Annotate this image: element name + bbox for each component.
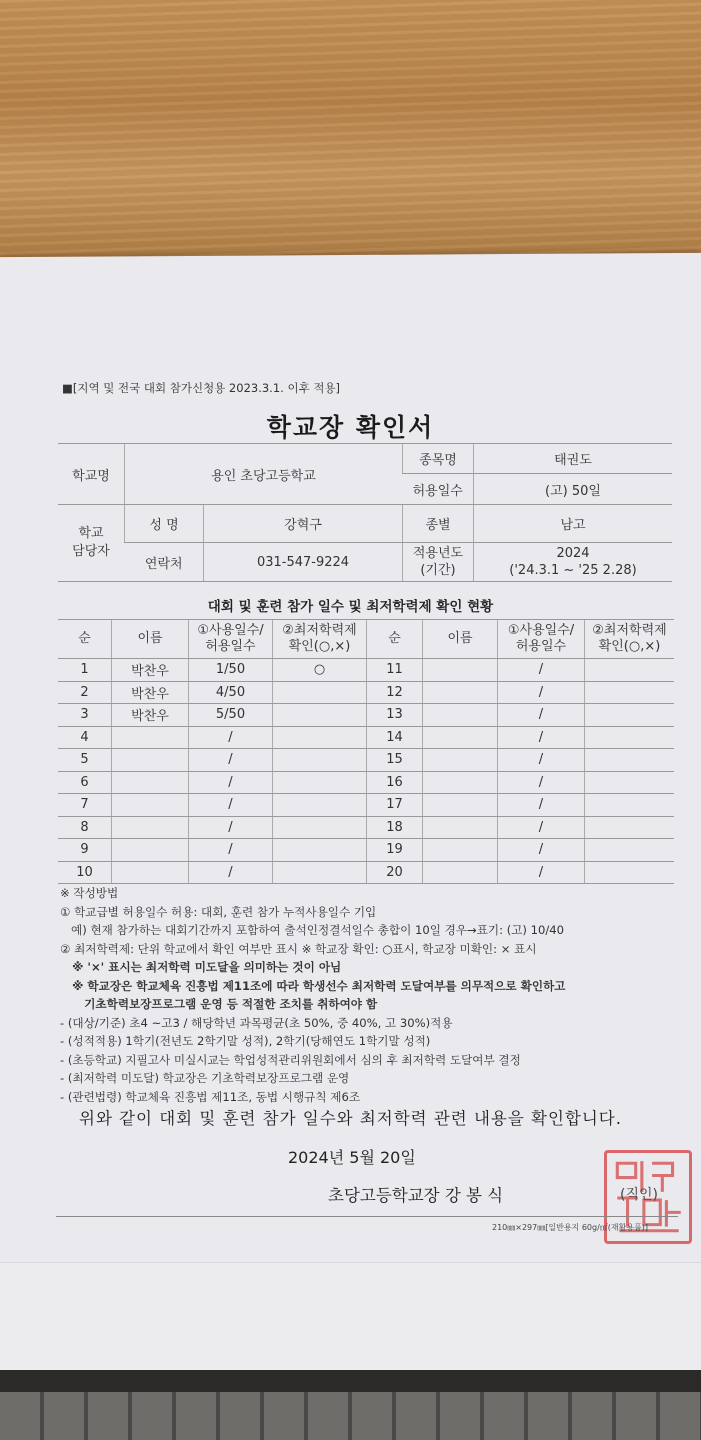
row-days: / xyxy=(498,771,585,794)
year-label xyxy=(403,543,474,582)
col-no-right: 순 xyxy=(367,620,423,659)
row-name: 박찬우 xyxy=(112,681,189,704)
row-name: 박찬우 xyxy=(112,704,189,727)
row-no: 1 xyxy=(58,659,112,682)
row-no: 8 xyxy=(58,816,112,839)
row-name xyxy=(423,659,498,682)
note-line: - (최저학력 미도달) 학교장은 기초학력보장프로그램 운영 xyxy=(60,1071,350,1085)
row-no: 5 xyxy=(58,749,112,772)
row-days: / xyxy=(498,681,585,704)
row-days: / xyxy=(498,816,585,839)
row-no: 18 xyxy=(367,816,423,839)
note-line: ※ '×' 표시는 최저학력 미도달을 의미하는 것이 아님 xyxy=(60,960,342,974)
row-name xyxy=(423,771,498,794)
row-check xyxy=(585,861,675,884)
col-name-right: 이름 xyxy=(423,620,498,659)
seal-label: (직인) xyxy=(620,1187,658,1203)
col-check-line2: 확인(○,×) xyxy=(288,639,351,654)
row-check xyxy=(273,681,367,704)
row-name xyxy=(423,816,498,839)
table-body xyxy=(58,659,674,884)
school-label: 학교명 xyxy=(58,444,125,505)
col-check-right-line2: 확인(○,×) xyxy=(598,639,661,654)
row-no: 16 xyxy=(367,771,423,794)
table-row xyxy=(58,771,674,794)
note-line: - (성적적용) 1학기(전년도 2학기말 성적), 2학기(당해연도 1학기말 성적) xyxy=(60,1034,431,1048)
document-title: 학교장 확인서 xyxy=(266,413,435,442)
row-check xyxy=(273,771,367,794)
row-no: 7 xyxy=(58,794,112,817)
name-value: 강혁구 xyxy=(204,505,403,543)
col-no: 순 xyxy=(58,620,112,659)
row-no: 9 xyxy=(58,839,112,862)
row-name xyxy=(112,771,189,794)
row-name xyxy=(423,861,498,884)
row-name xyxy=(423,704,498,727)
row-check xyxy=(585,749,675,772)
row-no: 15 xyxy=(367,749,423,772)
row-days: / xyxy=(189,794,273,817)
table-row xyxy=(58,794,674,817)
year-label-line2: (기간) xyxy=(420,563,456,578)
row-days: / xyxy=(498,839,585,862)
row-check xyxy=(273,704,367,727)
row-name xyxy=(423,839,498,862)
contact-value: 031-547-9224 xyxy=(204,543,403,582)
table-row xyxy=(58,681,674,704)
note-line: 예) 현재 참가하는 대회기간까지 포함하여 출석인정결석일수 총합이 10일 경우→표기: (고) 10/40 xyxy=(60,923,565,937)
row-check xyxy=(273,816,367,839)
row-no: 17 xyxy=(367,794,423,817)
row-check xyxy=(273,839,367,862)
table-row xyxy=(58,704,674,727)
row-check xyxy=(585,704,675,727)
col-name: 이름 xyxy=(112,620,189,659)
row-check: ○ xyxy=(273,659,367,682)
row-days: / xyxy=(498,704,585,727)
year-label-line1: 적용년도 xyxy=(412,546,464,561)
row-name xyxy=(112,816,189,839)
row-days: / xyxy=(189,861,273,884)
gender-value: 남고 xyxy=(474,505,673,543)
allowed-label: 허용일수 xyxy=(403,474,474,505)
row-no: 4 xyxy=(58,726,112,749)
row-name xyxy=(112,839,189,862)
notes xyxy=(60,884,680,1106)
confirm-text: 위와 같이 대회 및 훈련 참가 일수와 최저학력 관련 내용을 확인합니다. xyxy=(79,1109,622,1128)
row-check xyxy=(585,816,675,839)
row-no: 19 xyxy=(367,839,423,862)
row-check xyxy=(273,726,367,749)
note-line: ② 최저학력제: 단위 학교에서 확인 여부만 표시 ※ 학교장 확인: ○표시, 학교장 미확인: × 표시 xyxy=(60,941,537,956)
event-value: 태권도 xyxy=(474,444,673,474)
row-days: / xyxy=(498,659,585,682)
row-days: / xyxy=(189,816,273,839)
row-days: / xyxy=(189,749,273,772)
col-used-right-line1: ①사용일수/ xyxy=(507,623,575,638)
participation-table xyxy=(58,619,674,884)
col-check-right xyxy=(585,620,675,659)
row-check xyxy=(273,794,367,817)
note-line: ※ 학교장은 학교체육 진흥법 제11조에 따라 학생선수 최저학력 도달여부를 의무적으로 확인하고 xyxy=(60,978,566,993)
bottom-rule xyxy=(56,1216,678,1217)
header-note: ■[지역 및 전국 대회 참가신청용 2023.3.1. 이후 적용] xyxy=(62,381,341,395)
year-value-line2: ('24.3.1 ~ '25 2.28) xyxy=(509,563,637,578)
row-days: / xyxy=(189,839,273,862)
row-name xyxy=(423,749,498,772)
row-name xyxy=(112,726,189,749)
name-label: 성 명 xyxy=(125,505,204,543)
col-used-line1: ①사용일수/ xyxy=(197,623,264,638)
row-name xyxy=(423,726,498,749)
row-days: / xyxy=(498,794,585,817)
note-line: - (초등학교) 지필고사 미실시교는 학업성적관리위원회에서 심의 후 최저학력 도달여부 결정 xyxy=(60,1052,521,1067)
row-days: / xyxy=(189,771,273,794)
note-line: - (관련법령) 학교체육 진흥법 제11조, 동법 시행규칙 제6조 xyxy=(60,1089,361,1104)
row-days: 1/50 xyxy=(189,659,273,682)
row-days: 5/50 xyxy=(189,704,273,727)
table-row xyxy=(58,861,674,884)
row-no: 14 xyxy=(367,726,423,749)
event-label: 종목명 xyxy=(403,444,474,474)
row-no: 20 xyxy=(367,861,423,884)
row-name xyxy=(112,861,189,884)
manager-label: 학교 담당자 xyxy=(58,505,125,582)
row-days: / xyxy=(498,749,585,772)
table-row xyxy=(58,659,674,682)
table-row xyxy=(58,726,674,749)
row-name: 박찬우 xyxy=(112,659,189,682)
row-no: 11 xyxy=(367,659,423,682)
year-value xyxy=(474,543,673,582)
row-no: 10 xyxy=(58,861,112,884)
contact-label: 연락처 xyxy=(125,543,204,582)
col-check-line1: ②최저학력제 xyxy=(282,623,357,638)
row-check xyxy=(273,861,367,884)
row-no: 2 xyxy=(58,681,112,704)
row-days: / xyxy=(189,726,273,749)
row-name xyxy=(112,794,189,817)
col-used-right-line2: 허용일수 xyxy=(515,639,567,654)
gender-label: 종별 xyxy=(403,505,474,543)
row-no: 3 xyxy=(58,704,112,727)
row-days: 4/50 xyxy=(189,681,273,704)
table-row xyxy=(58,749,674,772)
row-check xyxy=(585,681,675,704)
col-used-right xyxy=(498,620,585,659)
table-row xyxy=(58,839,674,862)
note-line: ① 학교급별 허용일수 허용: 대회, 훈련 참가 누적사용일수 기입 xyxy=(60,904,377,919)
row-days: / xyxy=(498,726,585,749)
row-name xyxy=(423,794,498,817)
row-check xyxy=(585,771,675,794)
row-no: 13 xyxy=(367,704,423,727)
row-no: 12 xyxy=(367,681,423,704)
paper-size-note: 210㎜×297㎜[일반용지 60g/㎡(재활용품)] xyxy=(492,1223,649,1232)
row-name xyxy=(112,749,189,772)
note-line: 기초학력보장프로그램 운영 등 적절한 조치를 취하여야 함 xyxy=(60,997,378,1011)
col-used xyxy=(189,620,273,659)
col-check-right-line1: ②최저학력제 xyxy=(592,623,667,638)
row-check xyxy=(585,659,675,682)
date-text: 2024년 5월 20일 xyxy=(288,1148,416,1167)
row-days: / xyxy=(498,861,585,884)
row-check xyxy=(273,749,367,772)
row-check xyxy=(585,839,675,862)
row-check xyxy=(585,726,675,749)
section-title: 대회 및 훈련 참가 일수 및 최저학력제 확인 현황 xyxy=(207,599,494,615)
school-value: 용인 초당고등학교 xyxy=(125,444,403,505)
school-info-table xyxy=(58,443,672,582)
note-line: ※ 작성방법 xyxy=(60,886,119,900)
year-value-line1: 2024 xyxy=(556,546,590,561)
row-check xyxy=(585,794,675,817)
allowed-value: (고) 50일 xyxy=(474,474,673,505)
note-line: - (대상/기준) 초4 ~고3 / 해당학년 과목평균(초 50%, 중 40%, 고 30%)적용 xyxy=(60,1015,453,1030)
col-check xyxy=(273,620,367,659)
principal-name: 초당고등학교장 강 봉 식 xyxy=(328,1186,504,1205)
row-name xyxy=(423,681,498,704)
col-used-line2: 허용일수 xyxy=(205,639,256,654)
row-no: 6 xyxy=(58,771,112,794)
table-row xyxy=(58,816,674,839)
